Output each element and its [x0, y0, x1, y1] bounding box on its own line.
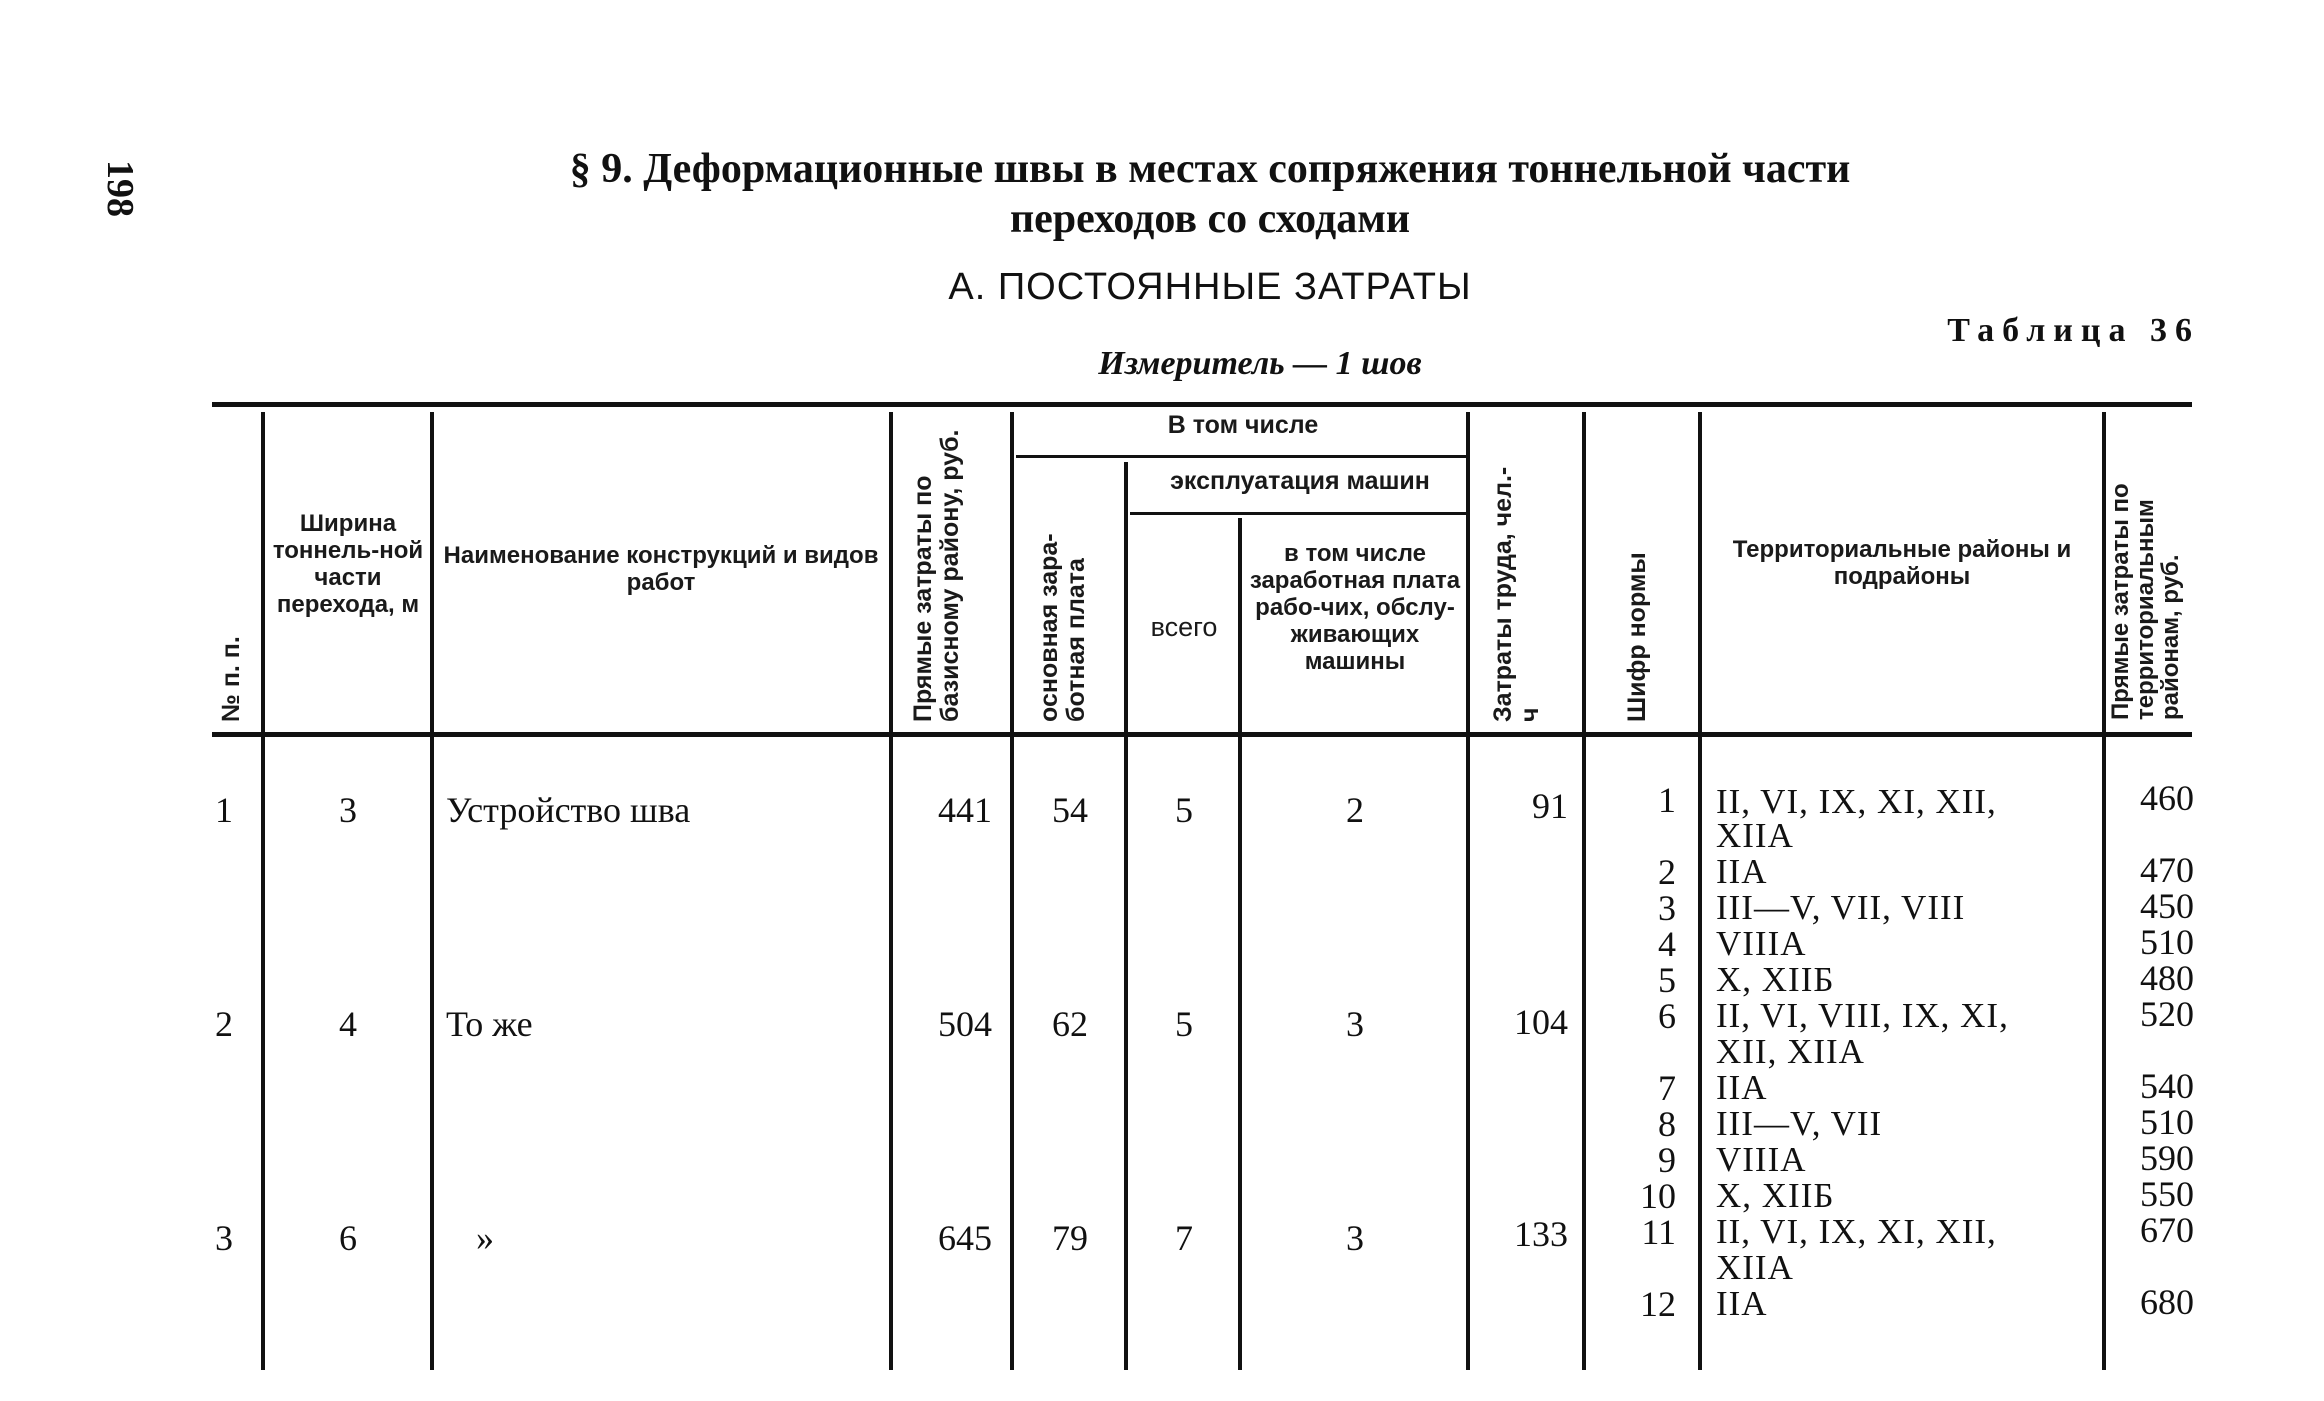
norm-region: IIA	[1716, 852, 1768, 891]
row2-width: 4	[339, 1004, 357, 1044]
norm-code: 11	[1641, 1212, 1676, 1252]
header-name: Наименование конструкций и видов работ	[443, 542, 879, 596]
header-machine-total: всего	[1150, 612, 1218, 642]
norm-region: VIIIA	[1716, 1140, 1807, 1179]
subsection-title: А. ПОСТОЯННЫЕ ЗАТРАТЫ	[948, 266, 1472, 308]
header-num: № п. п.	[217, 636, 245, 722]
table-top-rule	[212, 402, 2192, 407]
incl-underline	[1016, 455, 1470, 458]
norm-cost: 510	[2140, 922, 2194, 962]
col-sep-9	[1698, 412, 1702, 1370]
col-sep-3	[889, 412, 893, 1370]
row3-direct: 645	[938, 1218, 992, 1258]
norm-cost: 680	[2140, 1282, 2194, 1322]
norm-region: II, VI, IX, XI, XII,	[1716, 1212, 1997, 1251]
norm-cost: 460	[2140, 778, 2194, 818]
norm-region: X, XIIБ	[1716, 1176, 1835, 1215]
header-norm: Шифр нормы	[1623, 552, 1651, 722]
norm-code: 9	[1658, 1140, 1676, 1180]
row1-salary: 54	[1052, 790, 1088, 830]
norm-region-cont: XII, XIIA	[1716, 1032, 1865, 1071]
norm-cost: 480	[2140, 958, 2194, 998]
section-title-line1: § 9. Деформационные швы в местах сопряжения тоннельной части	[569, 146, 1851, 192]
row3-width: 6	[339, 1218, 357, 1258]
row2-direct: 504	[938, 1004, 992, 1044]
col-sep-1	[261, 412, 265, 1370]
row3-labor: 133	[1514, 1214, 1568, 1254]
norm-code: 10	[1640, 1176, 1676, 1216]
header-direct-base: Прямые затраты по базисному району, руб.	[909, 429, 964, 722]
col-sep-7	[1466, 412, 1470, 1370]
header-labor: Затраты труда, чел.-ч	[1489, 466, 1544, 722]
row1-labor: 91	[1532, 786, 1568, 826]
norm-region: IIA	[1716, 1068, 1768, 1107]
norm-code: 8	[1658, 1104, 1676, 1144]
row2-num: 2	[215, 1004, 233, 1044]
norm-cost: 470	[2140, 850, 2194, 890]
norm-code: 3	[1658, 888, 1676, 928]
row1-width: 3	[339, 790, 357, 830]
norm-code: 6	[1658, 996, 1676, 1036]
row1-name: Устройство шва	[446, 790, 691, 830]
row1-machine-total: 5	[1175, 790, 1193, 830]
norm-cost: 540	[2140, 1066, 2194, 1106]
norm-region: VIIIA	[1716, 924, 1807, 963]
col-sep-6	[1238, 518, 1242, 1370]
norm-region: II, VI, VIII, IX, XI,	[1716, 996, 2009, 1035]
header-machine-salary: в том числе заработная плата рабо-чих, обслу-живающих машины	[1249, 540, 1461, 675]
norm-region: X, XIIБ	[1716, 960, 1835, 999]
header-width: Ширина тоннель-ной части перехода, м	[272, 510, 424, 618]
row1-num: 1	[215, 790, 233, 830]
norm-region: III—V, VII, VIII	[1716, 888, 1966, 927]
row2-machine-salary: 3	[1346, 1004, 1364, 1044]
norm-cost: 450	[2140, 886, 2194, 926]
row2-machine-total: 5	[1175, 1004, 1193, 1044]
header-machine: эксплуатация машин	[1170, 467, 1430, 495]
col-sep-2	[430, 412, 434, 1370]
row2-salary: 62	[1052, 1004, 1088, 1044]
col-sep-5	[1124, 462, 1128, 1370]
row3-machine-salary: 3	[1346, 1218, 1364, 1258]
header-direct-regions: Прямые затраты по территориальным районам, руб.	[2107, 483, 2184, 720]
norm-region: II, VI, IX, XI, XII,	[1716, 782, 1997, 821]
norm-code: 5	[1658, 960, 1676, 1000]
norm-code: 1	[1658, 780, 1676, 820]
norm-cost: 550	[2140, 1174, 2194, 1214]
col-sep-8	[1582, 412, 1586, 1370]
row1-machine-salary: 2	[1346, 790, 1364, 830]
norm-code: 2	[1658, 852, 1676, 892]
header-regions: Территориальные районы и подрайоны	[1732, 536, 2072, 590]
page-number: 198	[99, 160, 141, 217]
norm-cost: 670	[2140, 1210, 2194, 1250]
machine-underline	[1130, 512, 1470, 515]
measure-unit: Измеритель — 1 шов	[1098, 345, 1422, 382]
header-bottom-rule	[212, 732, 2192, 737]
row2-name: То же	[446, 1004, 533, 1044]
row3-machine-total: 7	[1175, 1218, 1193, 1258]
table-label: Таблица 36	[1947, 312, 2200, 349]
norm-code: 7	[1658, 1068, 1676, 1108]
norm-code: 12	[1640, 1284, 1676, 1324]
col-sep-4	[1010, 412, 1014, 1370]
header-incl: В том числе	[1167, 411, 1319, 439]
norm-region-cont: XIIA	[1716, 1248, 1794, 1287]
row2-labor: 104	[1514, 1002, 1568, 1042]
norm-region: IIA	[1716, 1284, 1768, 1323]
norm-cost: 510	[2140, 1102, 2194, 1142]
row3-name: »	[476, 1218, 494, 1258]
norm-cost: 520	[2140, 994, 2194, 1034]
row3-salary: 79	[1052, 1218, 1088, 1258]
norm-region-cont: XIIA	[1716, 816, 1794, 855]
norm-region: III—V, VII	[1716, 1104, 1883, 1143]
row1-direct: 441	[938, 790, 992, 830]
section-title-line2: переходов со сходами	[1009, 196, 1411, 242]
row3-num: 3	[215, 1218, 233, 1258]
header-salary: основная зара-ботная плата	[1035, 533, 1090, 722]
norm-code: 4	[1658, 924, 1676, 964]
norm-cost: 590	[2140, 1138, 2194, 1178]
